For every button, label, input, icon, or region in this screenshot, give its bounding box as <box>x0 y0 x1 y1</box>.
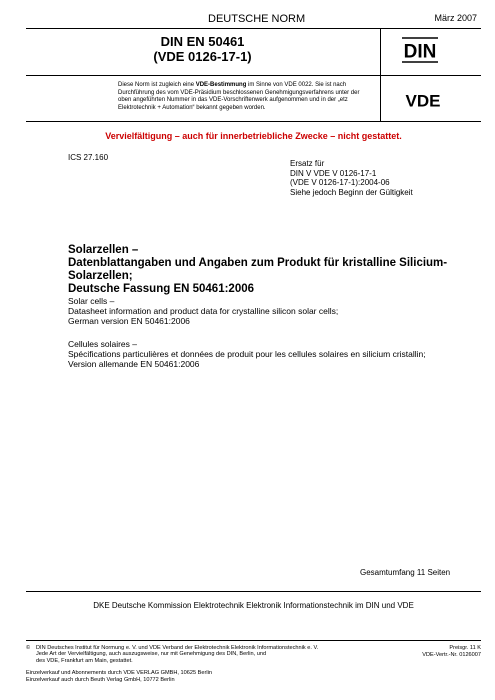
notice-bold: VDE-Bestimmung <box>195 82 247 88</box>
standard-title <box>26 34 379 64</box>
title-german-line: Solarzellen – <box>68 244 139 256</box>
title-french-line: Version allemande EN 50461:2006 <box>68 359 200 369</box>
replacement-line: Siehe jedoch Beginn der Gültigkeit <box>290 187 413 197</box>
standard-number: DIN EN 50461 <box>160 34 245 49</box>
din-logo <box>402 37 438 63</box>
title-english-line: German version EN 50461:2006 <box>68 316 190 326</box>
title-english-line: Solar cells – <box>68 296 115 306</box>
notice-rule <box>26 121 481 122</box>
sales-line: Einzelverkauf auch durch Beuth Verlag GmbH, 10772 Berlin <box>26 676 175 683</box>
title-french <box>68 339 478 369</box>
replacement-line: Ersatz für <box>290 159 325 168</box>
committee-rule <box>26 591 481 592</box>
title-rule <box>26 75 481 76</box>
publication-date: März 2007 <box>434 13 477 23</box>
copyright-line: DIN Deutsches Institut für Normung e. V. und VDE Verband der Elektrotechnik Elektronik Informationstechnik e. V. <box>36 645 319 651</box>
committee-name: DKE Deutsche Kommission Elektrotechnik Elektronik Informationstechnik im DIN und VDE <box>93 601 414 610</box>
logo-divider <box>380 28 381 121</box>
notice-text-end: im Sinne von VDE 0022. Sie ist nach Durchführung des vom VDE-Präsidium beschlossenen Genehmigungsverfahrens unter der oben angeführten Nummer in das VDE-Vorschriftenwerk aufgenommen und in der „etz Elektrotechnik + Automation“ bekannt gegeben worden. <box>118 82 360 111</box>
price-info <box>422 645 481 658</box>
ics-code: ICS 27.160 <box>68 153 109 162</box>
top-rule <box>26 28 481 29</box>
replacement-line: DIN V VDE V 0126-17-1 <box>290 168 377 178</box>
copyright-symbol: © <box>26 645 31 651</box>
vde-logo-text: VDE <box>405 92 441 108</box>
footer-rule <box>26 640 481 641</box>
copyright-line: des VDE, Frankfurt am Main, gestattet. <box>36 657 133 664</box>
copyright-notice <box>26 645 326 664</box>
vde-notice <box>118 82 374 112</box>
vde-number: (VDE 0126-17-1) <box>153 49 252 64</box>
title-german-line: Solarzellen; <box>68 270 133 282</box>
title-german-line: Datenblattangaben und Angaben zum Produkt für kristalline Silicium- <box>68 257 448 269</box>
title-english <box>68 296 468 326</box>
document-type: DEUTSCHE NORM <box>208 13 306 25</box>
din-logo-text: DIN <box>403 41 437 63</box>
replacement-line: (VDE V 0126-17-1):2004-06 <box>290 178 390 187</box>
title-english-line: Datasheet information and product data for crystalline silicon solar cells; <box>68 306 339 316</box>
title-french-line: Cellules solaires – <box>68 339 137 349</box>
order-number: VDE-Vertr.-Nr. 0126007 <box>422 651 481 658</box>
sales-info <box>26 670 212 683</box>
title-german <box>68 244 468 296</box>
price-group: Preisgr. 11 K <box>449 645 481 651</box>
title-french-line: Spécifications particulières et données de produit pour les cellules solaires en silicium cristallin; <box>68 349 426 359</box>
vde-logo <box>395 92 451 108</box>
page-count: Gesamtumfang 11 Seiten <box>360 568 451 577</box>
replacement-info <box>290 159 413 197</box>
title-german-line: Deutsche Fassung EN 50461:2006 <box>68 283 255 295</box>
reproduction-warning: Vervielfältigung – auch für innerbetriebliche Zwecke – nicht gestattet. <box>105 131 402 141</box>
notice-text-start: Diese Norm ist zugleich eine <box>118 82 196 88</box>
copyright-line: Jede Art der Vervielfältigung, auch auszugsweise, nur mit Genehmigung des DIN, Berlin, und <box>36 651 267 658</box>
sales-line: Einzelverkauf und Abonnements durch VDE VERLAG GMBH, 10625 Berlin <box>26 670 212 676</box>
